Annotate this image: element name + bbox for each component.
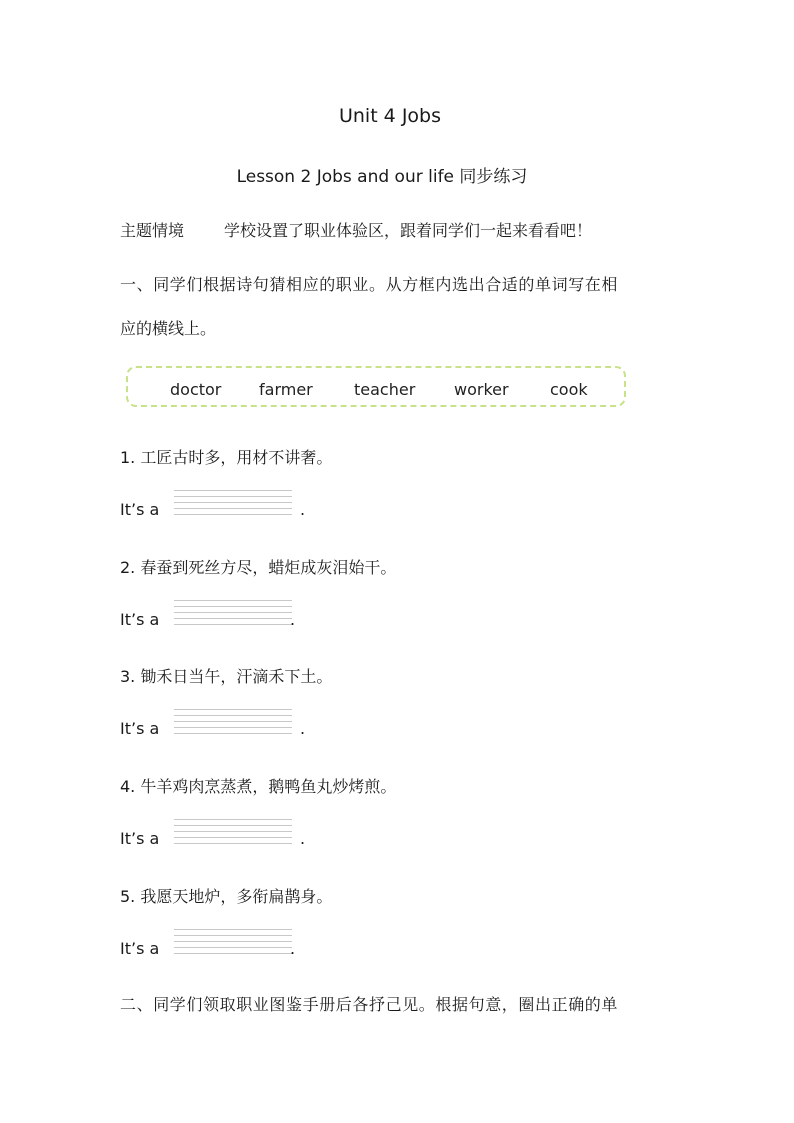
question-1-text: 1. 工匠古时多，用材不讲奢。 <box>120 448 333 467</box>
answer-blank-5[interactable] <box>174 929 292 953</box>
question-4-text: 4. 牛羊鸡肉烹蒸煮，鹅鸭鱼丸炒烤煎。 <box>120 777 397 796</box>
answer-blank-2[interactable] <box>174 600 292 624</box>
word-bank-item: doctor <box>170 380 222 399</box>
answer-prefix: It’s a <box>120 500 160 519</box>
answer-period: . <box>300 500 306 519</box>
page-subtitle: Lesson 2 Jobs and our life 同步练习 <box>236 167 528 187</box>
question-2-text: 2. 春蚕到死丝方尽，蜡炬成灰泪始干。 <box>120 558 397 577</box>
answer-line-1 <box>120 500 320 524</box>
section1-instruction-line2: 应的横线上。 <box>120 319 217 338</box>
answer-period: . <box>290 610 296 629</box>
answer-period: . <box>300 719 306 738</box>
answer-blank-1[interactable] <box>174 490 292 514</box>
answer-line-3 <box>120 719 320 743</box>
answer-prefix: It’s a <box>120 829 160 848</box>
answer-period: . <box>300 829 306 848</box>
answer-period: . <box>290 939 296 958</box>
word-bank-item: teacher <box>354 380 416 399</box>
answer-prefix: It’s a <box>120 610 160 629</box>
theme-text: 学校设置了职业体验区，跟着同学们一起来看看吧！ <box>224 221 593 240</box>
page-title: Unit 4 Jobs <box>338 105 442 127</box>
answer-blank-3[interactable] <box>174 709 292 733</box>
question-5-text: 5. 我愿天地炉，多衔扁鹊身。 <box>120 887 333 906</box>
word-bank-box <box>126 366 626 407</box>
answer-line-5 <box>120 939 320 963</box>
word-bank-item: worker <box>454 380 509 399</box>
answer-prefix: It’s a <box>120 939 160 958</box>
word-bank-item: cook <box>550 380 588 399</box>
answer-blank-4[interactable] <box>174 819 292 843</box>
answer-line-2 <box>120 610 320 634</box>
question-3-text: 3. 锄禾日当午，汗滴禾下土。 <box>120 667 333 686</box>
word-bank-item: farmer <box>259 380 313 399</box>
answer-line-4 <box>120 829 320 853</box>
section2-instruction-line1: 二、同学们领取职业图鉴手册后各抒己见。根据句意，圈出正确的单 <box>120 995 619 1014</box>
answer-prefix: It’s a <box>120 719 160 738</box>
theme-label: 主题情境 <box>120 221 185 240</box>
section1-instruction-line1: 一、同学们根据诗句猜相应的职业。从方框内选出合适的单词写在相 <box>120 275 619 294</box>
